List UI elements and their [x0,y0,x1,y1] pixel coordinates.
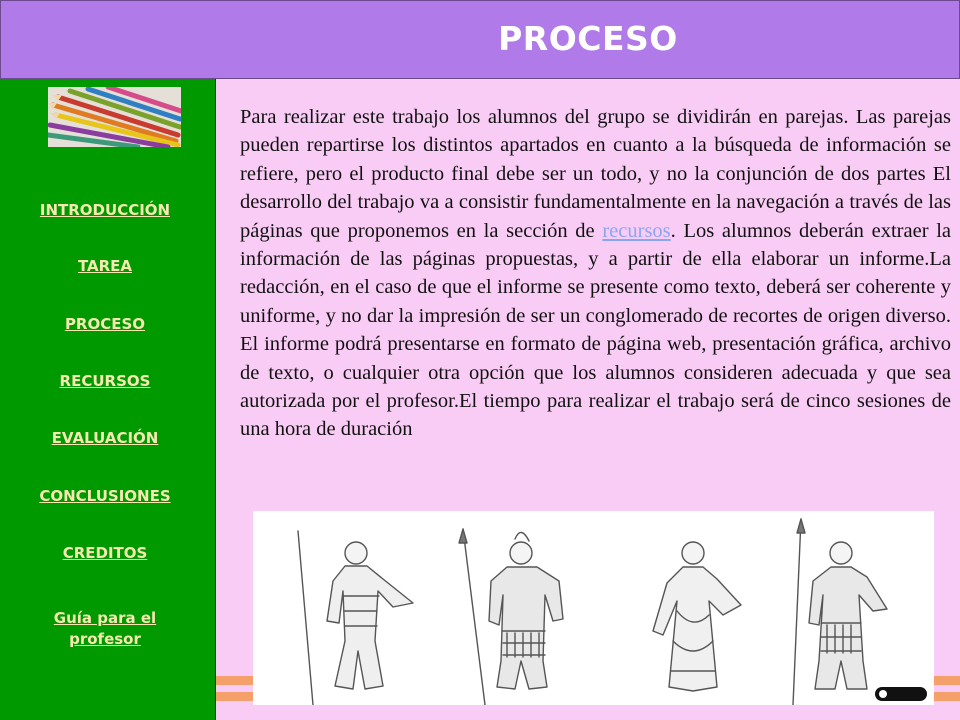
recursos-link[interactable]: recursos [602,219,671,242]
sidebar [0,79,216,720]
process-text-part1: Para realizar este trabajo los alumnos del grupo se dividirán en parejas. Las parejas pueden repartirse los distintos apartados en cuanto a la búsqueda de información se refiere, pero el producto final debe ser un todo, y no la conjunción de dos partes El desarrollo del trabajo va a consistir fundamentalmente en la navegación a través de las páginas que proponemos en la sección de [240,106,951,242]
page-title: PROCESO [498,19,678,58]
nav-evaluacion[interactable]: EVALUACIÓN [51,429,159,447]
nav-recursos[interactable]: RECURSOS [59,372,151,390]
page-header [0,0,960,79]
nav-guia-profesor[interactable] [0,608,210,650]
process-text-part2: . Los alumnos deberán extraer la información de las páginas propuestas, y a partir de ella elaborar un informe.La redacción, en el caso de que el informe se presente como texto, deberá ser coherente y uniforme, y no dar la impresión de ser un conglomerado de recortes de origen diverso. El informe podrá presentarse en formato de página web, presentación gráfica, archivo de texto, o cualquier otra opción que los alumnos consideren adecuada y que sea autorizada por el profesor.El tiempo para realizar el trabajo será de cinco sesiones de una hora de duración [240,219,951,441]
nav-tarea[interactable]: TAREA [77,257,133,275]
nav-conclusiones[interactable]: CONCLUSIONES [39,487,171,505]
nav-creditos[interactable]: CREDITOS [62,544,148,562]
roman-figures-drawing [253,511,934,705]
nav-introduccion[interactable]: INTRODUCCIÓN [39,201,171,219]
nav-guia-line2: profesor [69,630,141,648]
nav-proceso[interactable]: PROCESO [64,315,146,333]
process-text [240,103,951,444]
nav-guia-line1: Guía para el [53,609,157,627]
colored-pencils-image [48,87,181,147]
